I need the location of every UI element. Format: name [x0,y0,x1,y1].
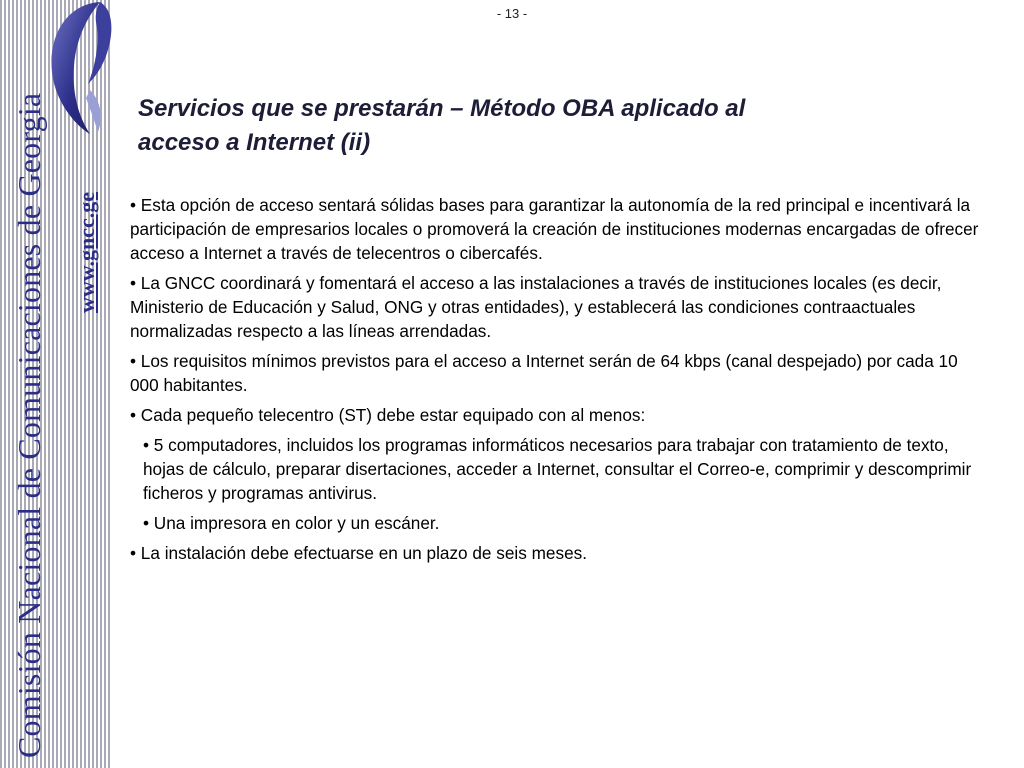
slide-title [138,92,898,160]
bullet-item: • La GNCC coordinará y fomentará el acceso a las instalaciones a través de instituciones locales (es decir, Ministerio de Educación y Salud, ONG y otras entidades), y establecerá las condiciones contraactuales normalizadas respecto a las líneas arrendadas. [130,271,990,343]
page-number: - 13 - [496,6,528,21]
bullet-item: • Esta opción de acceso sentará sólidas bases para garantizar la autonomía de la red principal e incentivará la participación de empresarios locales o promoverá la creación de instituciones modernas encargadas de ofrecer acceso a Internet a través de telecentros o cibercafés. [130,193,990,265]
slide-title-line1: Servicios que se prestarán – Método OBA aplicado al [138,95,746,122]
sub-bullet-item: • 5 computadores, incluidos los programas informáticos necesarios para trabajar con tratamiento de texto, hojas de cálculo, preparar disertaciones, acceder a Internet, consultar el Correo-e, comprimir y descomprimir ficheros y programas antivirus. [143,433,990,505]
bullet-list [130,193,990,571]
slide-title-line2: acceso a Internet (ii) [138,129,371,156]
bullet-item: • Los requisitos mínimos previstos para el acceso a Internet serán de 64 kbps (canal despejado) por cada 10 000 habitantes. [130,349,990,397]
website-link[interactable]: www.gncc.ge [74,192,99,313]
organization-name: Comisión Nacional de Comunicaciones de Georgia [11,92,47,758]
gncc-logo-icon [42,0,112,140]
sidebar [0,0,112,768]
bullet-item: • La instalación debe efectuarse en un plazo de seis meses. [130,541,990,565]
bullet-item: • Cada pequeño telecentro (ST) debe estar equipado con al menos: [130,403,990,427]
sub-bullet-item: • Una impresora en color y un escáner. [143,511,990,535]
